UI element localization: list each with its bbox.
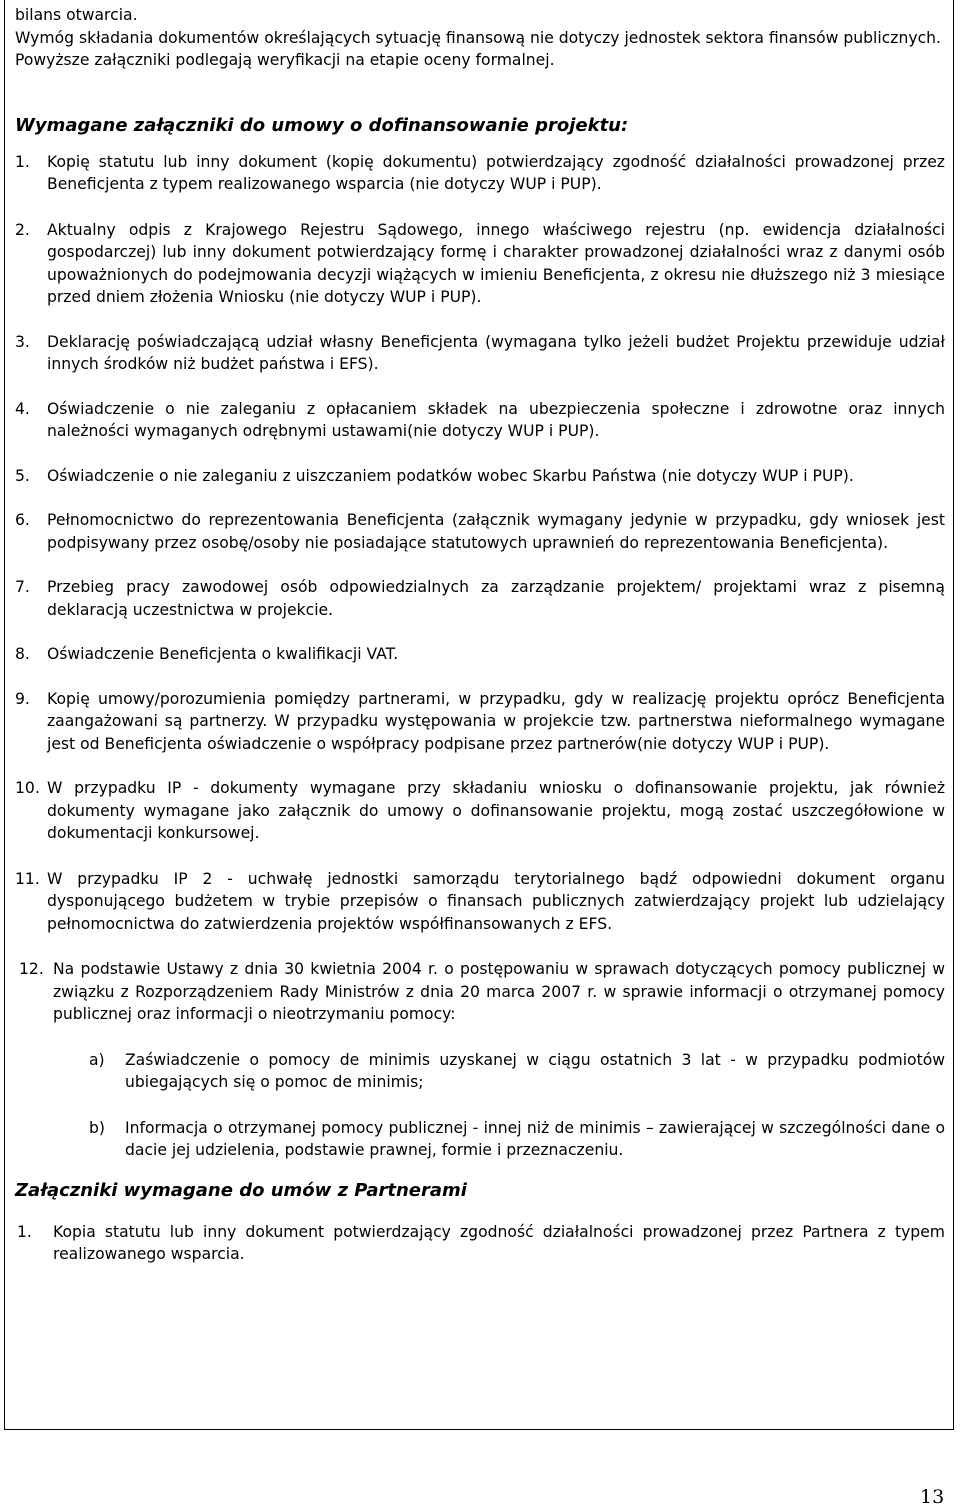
- sub-list-item-letter: a): [89, 1050, 105, 1069]
- list-item-text: Na podstawie Ustawy z dnia 30 kwietnia 2004 r. o postępowaniu w sprawach dotyczących pomocy publicznej w związku z Rozporządzeniem Rady Ministrów z dnia 20 marca 2007 r. w sprawie informacji o otrzymanej pomocy publicznej oraz informacji o nieotrzymaniu pomocy:: [53, 960, 945, 1023]
- list-item: [15, 398, 945, 443]
- list-item: [15, 151, 945, 196]
- list-item-text: Kopię statutu lub inny dokument (kopię dokumentu) potwierdzający zgodność działalności prowadzonej przez Beneficjenta z typem realizowanego wsparcia (nie dotyczy WUP i PUP).: [47, 152, 945, 193]
- list-item-text: Aktualny odpis z Krajowego Rejestru Sądowego, innego właściwego rejestru (np. ewidencja działalności gospodarczej) lub inny dokument potwierdzający formę i charakter prowadzonej działalności wraz z danymi osób upoważnionych do podejmowania decyzji wiążących w imieniu Beneficjenta, z okresu nie dłuższego niż 3 miesiące przed dniem złożenia Wniosku (nie dotyczy WUP i PUP).: [47, 220, 945, 306]
- list-item-text: Kopię umowy/porozumienia pomiędzy partnerami, w przypadku, gdy w realizację projektu oprócz Beneficjenta zaangażowani są partnerzy. W przypadku występowania w projekcie tzw. partnerstwa nieformalnego wymagane jest od Beneficjenta oświadczenie o współpracy podpisane przez partnerów(nie dotyczy WUP i PUP).: [47, 689, 945, 753]
- sub-list-item-text: Informacja o otrzymanej pomocy publicznej - innej niż de minimis – zawierającej w szczególności dane o dacie jej udzielenia, podstawie prawnej, formie i przeznaczeniu.: [125, 1118, 945, 1159]
- list-item-number: 7.: [15, 578, 30, 596]
- section-heading-partnerzy: Załączniki wymagane do umów z Partnerami: [15, 1179, 467, 1201]
- list-item: [15, 331, 945, 376]
- list-item: [15, 958, 945, 1026]
- umowa-attachments-list: [15, 151, 945, 1162]
- list-item-text: Oświadczenie Beneficjenta o kwalifikacji VAT.: [47, 645, 399, 663]
- list-item: [15, 688, 945, 756]
- intro-line-1: bilans otwarcia.: [15, 6, 138, 24]
- list-item-number: 11.: [15, 869, 40, 888]
- list-item-number: 3.: [15, 332, 30, 351]
- partner-attachments-list: [15, 1221, 945, 1266]
- sub-list-item: [15, 1049, 945, 1094]
- list-item: [15, 509, 945, 554]
- document-body: [15, 4, 945, 1266]
- list-item: [15, 576, 945, 621]
- list-item-number: 12.: [19, 960, 44, 978]
- list-item-text: Oświadczenie o nie zaleganiu z opłacaniem składek na ubezpieczenia społeczne i zdrowotne oraz innych należności wymaganych odrębnymi ustawami(nie dotyczy WUP i PUP).: [47, 399, 945, 440]
- sub-list-item-letter: b): [89, 1118, 105, 1137]
- section-heading-umowa: Wymagane załączniki do umowy o dofinansowanie projektu:: [15, 114, 629, 136]
- list-item-number: 4.: [15, 399, 30, 418]
- list-item: [15, 1221, 945, 1266]
- list-item-text: W przypadku IP 2 - uchwałę jednostki samorządu terytorialnego bądź odpowiedni dokument organu dysponującego budżetem w trybie przepisów o finansach publicznych zatwierdzający projekt lub udzielający pełnomocnictwa do zatwierdzenia projektów współfinansowanych z EFS.: [47, 869, 945, 933]
- list-item-number: 10.: [15, 779, 40, 797]
- intro-line-3: Powyższe załączniki podlegają weryfikacji na etapie oceny formalnej.: [15, 51, 555, 69]
- sub-list-item-text: Zaświadczenie o pomocy de minimis uzyskanej w ciągu ostatnich 3 lat - w przypadku podmiotów ubiegających się o pomoc de minimis;: [125, 1050, 945, 1091]
- list-item-number: 8.: [15, 645, 30, 663]
- list-item: [15, 868, 945, 936]
- intro-line-2: Wymóg składania dokumentów określających sytuację finansową nie dotyczy jednostek sektora finansów publicznych.: [15, 28, 942, 47]
- list-item-number: 5.: [15, 466, 30, 485]
- list-item: [15, 465, 945, 488]
- list-item-number: 1.: [15, 152, 30, 171]
- list-item-number: 6.: [15, 511, 30, 529]
- list-item-text: W przypadku IP - dokumenty wymagane przy składaniu wniosku o dofinansowanie projektu, jak również dokumenty wymagane jako załącznik do umowy o dofinansowanie projektu, mogą zostać uszczegółowione w dokumentacji konkursowej.: [47, 779, 945, 842]
- list-item: [15, 777, 945, 845]
- sub-list-item: [15, 1117, 945, 1162]
- list-item-number: 1.: [17, 1222, 32, 1241]
- list-item-text: Pełnomocnictwo do reprezentowania Beneficjenta (załącznik wymagany jedynie w przypadku, gdy wniosek jest podpisywany przez osobę/osoby nie posiadające statutowych uprawnień do reprezentowania Beneficjenta).: [47, 511, 945, 552]
- list-item-text: Deklarację poświadczającą udział własny Beneficjenta (wymagana tylko jeżeli budżet Projektu przewiduje udział innych środków niż budżet państwa i EFS).: [47, 332, 945, 373]
- list-item-number: 2.: [15, 220, 30, 239]
- list-item-number: 9.: [15, 689, 30, 708]
- list-item-text: Kopia statutu lub inny dokument potwierdzający zgodność działalności prowadzonej przez Partnera z typem realizowanego wsparcia.: [53, 1222, 945, 1263]
- list-item-text: Przebieg pracy zawodowej osób odpowiedzialnych za zarządzanie projektem/ projektami wraz z pisemną deklaracją uczestnictwa w projekcie.: [47, 578, 945, 619]
- list-item: [15, 643, 945, 666]
- list-item: [15, 219, 945, 309]
- page-number: 13: [920, 1486, 945, 1508]
- list-item-text: Oświadczenie o nie zaleganiu z uiszczaniem podatków wobec Skarbu Państwa (nie dotyczy WUP i PUP).: [47, 466, 854, 485]
